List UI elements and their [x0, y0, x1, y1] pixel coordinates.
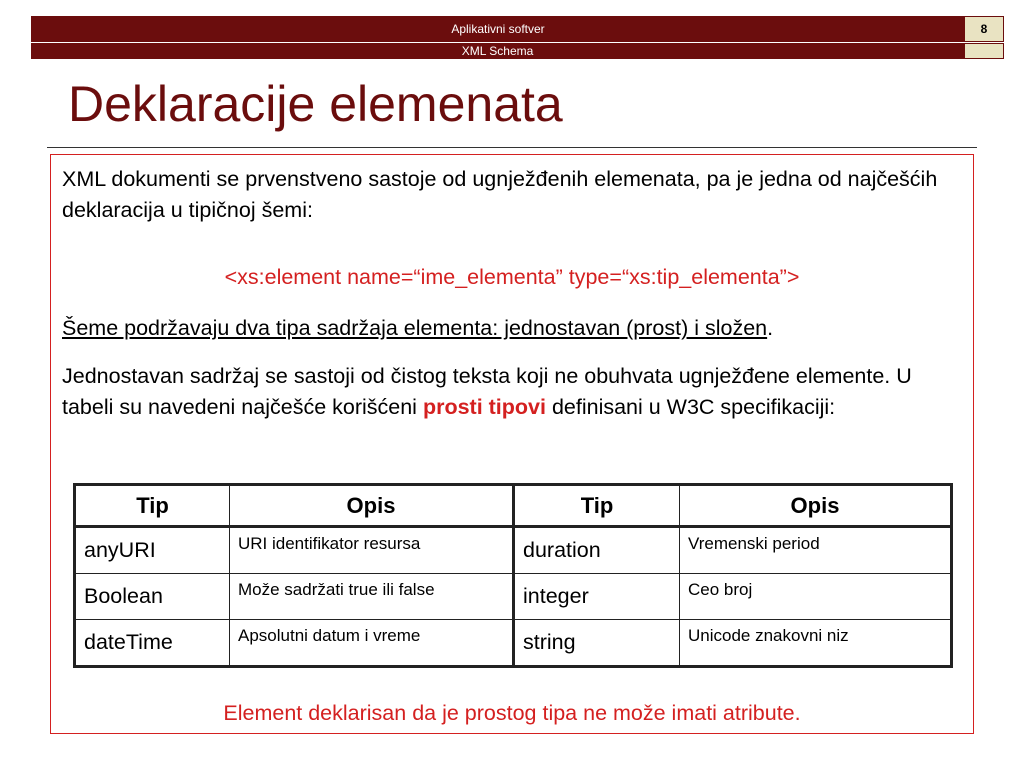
simple-types-table	[73, 483, 953, 668]
description-cell: Apsolutni datum i vreme	[230, 620, 514, 667]
table-row	[75, 574, 952, 620]
description-cell: Unicode znakovni niz	[680, 620, 952, 667]
type-cell: duration	[514, 527, 680, 574]
content-types-paragraph	[62, 313, 962, 344]
content-types-underlined: Šeme podržavaju dva tipa sadržaja elementa: jednostavan (prost) i složen	[62, 316, 768, 340]
description-cell: URI identifikator resursa	[230, 527, 514, 574]
page-title: Deklaracije elemenata	[68, 76, 563, 132]
header-tip-2: Tip	[514, 485, 680, 527]
type-cell: anyURI	[75, 527, 230, 574]
type-cell: string	[514, 620, 680, 667]
table-header-row	[75, 485, 952, 527]
header-tip-1: Tip	[75, 485, 230, 527]
header-opis-1: Opis	[230, 485, 514, 527]
header-top-bar	[31, 16, 1004, 42]
table-row	[75, 527, 952, 574]
simple-types-highlight: prosti tipovi	[422, 395, 546, 419]
type-cell: Boolean	[75, 574, 230, 620]
slide-number: 8	[964, 16, 1004, 42]
simple-content-paragraph	[62, 361, 962, 423]
description-cell: Ceo broj	[680, 574, 952, 620]
topic-title: XML Schema	[31, 43, 964, 59]
table-row	[75, 620, 952, 667]
header-opis-2: Opis	[680, 485, 952, 527]
footer-note: Element deklarisan da je prostog tipa ne može imati atribute.	[223, 701, 801, 725]
simple-content-text-before: Jednostavan sadržaj se sastoji od čistog teksta koji ne obuhvata ugnježđene elemente. U tabeli su navedeni najčešće korišćeni	[62, 364, 912, 419]
code-example: <xs:element name=“ime_elementa” type=“xs:tip_elementa”>	[224, 265, 800, 289]
type-cell: dateTime	[75, 620, 230, 667]
description-cell: Može sadržati true ili false	[230, 574, 514, 620]
intro-paragraph: XML dokumenti se prvenstveno sastoje od ugnježđenih elemenata, pa je jedna od najčešćih deklaracija u tipičnoj šemi:	[62, 167, 938, 222]
description-cell: Vremenski period	[680, 527, 952, 574]
simple-content-text-after: definisani u W3C specifikaciji:	[545, 395, 836, 419]
header-sub-bar	[31, 43, 1004, 59]
course-title: Aplikativni softver	[31, 16, 964, 42]
type-cell: integer	[514, 574, 680, 620]
title-divider	[47, 147, 977, 148]
content-types-period: .	[767, 316, 774, 340]
slide-number-spacer	[964, 43, 1004, 59]
